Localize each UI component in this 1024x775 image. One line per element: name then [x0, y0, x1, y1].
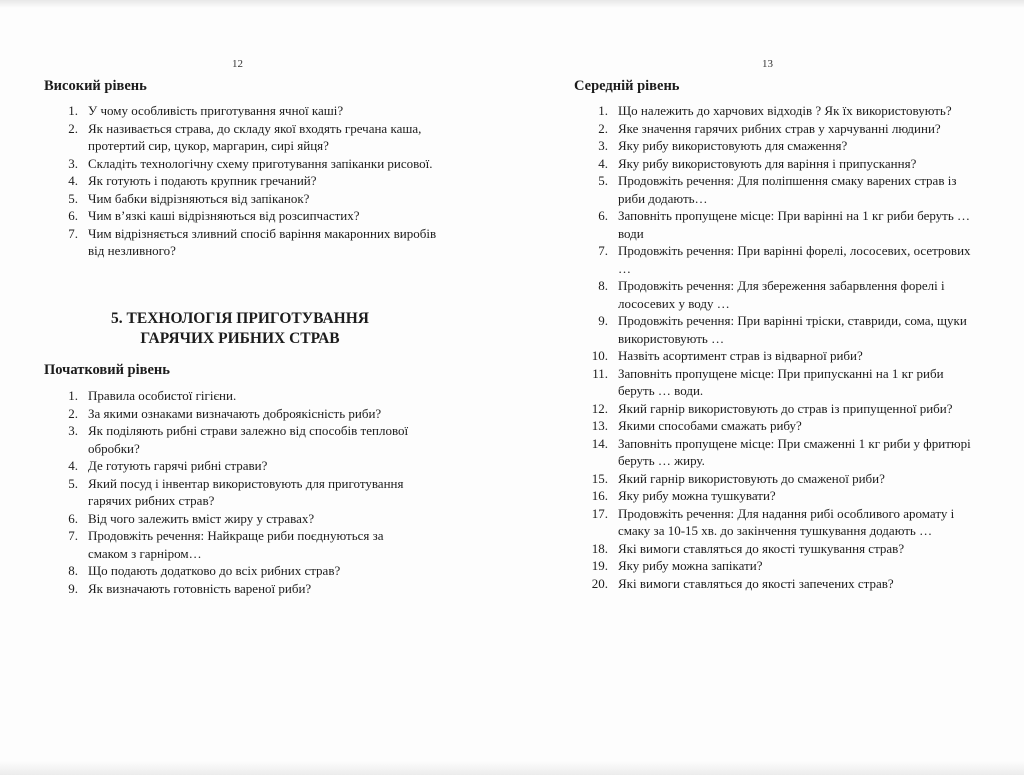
- list-item: [572, 102, 977, 120]
- item-number: 2.: [68, 405, 78, 421]
- item-text: Які вимоги ставляться до якості запечених страв?: [618, 575, 894, 591]
- item-number: 14.: [591, 435, 608, 451]
- item-text: Продовжіть речення: При варінні форелі, лососевих, осетрових …: [618, 243, 971, 276]
- list-item: [42, 102, 442, 120]
- list-item: [42, 562, 414, 580]
- item-text: Заповніть пропущене місце: При варінні на 1 кг риби беруть … води: [618, 208, 971, 241]
- item-text: Назвіть асортимент страв із відварної риби?: [618, 348, 863, 363]
- list-item: [572, 417, 977, 435]
- list-item: [572, 540, 977, 558]
- list-item: [572, 172, 977, 207]
- item-text: Який гарнір використовують до страв із припущенної риби?: [618, 400, 953, 416]
- item-text: Яку рибу використовують для варіння і припускання?: [618, 155, 917, 171]
- item-number: 13.: [591, 418, 608, 433]
- list-item: [572, 400, 977, 418]
- advanced-question-list: [42, 102, 442, 260]
- list-item: [572, 365, 977, 400]
- item-text: Складіть технологічну схему приготування запіканки рисової.: [88, 155, 433, 171]
- item-number: 20.: [591, 575, 608, 591]
- section-title: Високий рівень: [44, 78, 147, 94]
- list-item: [42, 225, 442, 260]
- item-number: 12.: [591, 400, 608, 416]
- item-number: 7.: [68, 225, 78, 241]
- item-number: 3.: [598, 138, 608, 153]
- item-text: Продовжіть речення: Для поліпшення смаку варених страв із риби додають…: [618, 173, 957, 206]
- item-number: 5.: [598, 173, 608, 188]
- item-text: Як визначають готовність вареної риби?: [88, 580, 312, 596]
- list-item: [572, 277, 977, 312]
- item-text: Яке значення гарячих рибних страв у харчуванні людини?: [618, 120, 941, 136]
- item-number: 9.: [68, 580, 78, 596]
- list-item: [42, 527, 414, 562]
- item-number: 4.: [68, 458, 78, 473]
- item-text: Якими способами смажать рибу?: [618, 418, 802, 433]
- list-item: [572, 120, 977, 138]
- item-text: У чому особливість приготування ячної каші?: [88, 103, 344, 118]
- list-item: [42, 510, 414, 528]
- list-item: [572, 242, 977, 277]
- item-number: 1.: [68, 103, 78, 118]
- item-number: 1.: [598, 103, 608, 118]
- item-text: Як готують і подають крупник гречаний?: [88, 173, 317, 188]
- list-item: [42, 190, 442, 208]
- list-item: [42, 172, 442, 190]
- list-item: [572, 470, 977, 488]
- list-item: [572, 505, 977, 540]
- item-text: Заповніть пропущене місце: При смаженні 1 кг риби у фритюрі беруть … жиру.: [618, 435, 971, 468]
- page-number: 13: [762, 58, 773, 70]
- item-text: Який посуд і інвентар використовують для приготування гарячих рибних страв?: [88, 475, 404, 508]
- item-number: 11.: [592, 365, 608, 381]
- item-text: Заповніть пропущене місце: При припусканні на 1 кг риби беруть … води.: [618, 365, 944, 398]
- list-item: [572, 575, 977, 593]
- list-item: [42, 475, 414, 510]
- item-number: 2.: [598, 120, 608, 136]
- item-number: 7.: [68, 528, 78, 543]
- item-number: 8.: [598, 278, 608, 293]
- right-page: [572, 0, 992, 775]
- chapter-title-line2: ГАРЯЧИХ РИБНИХ СТРАВ: [140, 330, 340, 347]
- item-text: Яку рибу можна тушкувати?: [618, 488, 776, 503]
- item-text: Який гарнір використовують до смаженої риби?: [618, 470, 885, 486]
- list-item: [42, 120, 442, 155]
- chapter-title-line1: 5. ТЕХНОЛОГІЯ ПРИГОТУВАННЯ: [111, 310, 369, 327]
- list-item: [42, 155, 442, 173]
- item-text: За якими ознаками визначають доброякісність риби?: [88, 405, 382, 421]
- left-page: [42, 0, 442, 775]
- item-text: Чим бабки відрізняються від запіканок?: [88, 190, 310, 206]
- item-number: 18.: [591, 540, 608, 556]
- item-text: Що належить до харчових відходів ? Як їх використовують?: [618, 103, 952, 118]
- list-item: [42, 422, 414, 457]
- item-number: 2.: [68, 120, 78, 136]
- item-number: 15.: [591, 470, 608, 486]
- item-number: 6.: [598, 208, 608, 223]
- item-number: 7.: [598, 243, 608, 258]
- item-text: Продовжіть речення: При варінні тріски, ставриди, сома, щуки використовують …: [618, 313, 967, 346]
- item-number: 17.: [591, 505, 608, 521]
- item-text: Продовжіть речення: Найкраще риби поєднуються за смаком з гарніром…: [88, 528, 384, 561]
- item-text: Де готують гарячі рибні страви?: [88, 458, 268, 473]
- list-item: [572, 312, 977, 347]
- item-number: 16.: [591, 488, 608, 503]
- subsection-title: Початковий рівень: [44, 362, 170, 378]
- item-number: 8.: [68, 563, 78, 578]
- item-number: 5.: [68, 190, 78, 206]
- item-number: 4.: [68, 173, 78, 188]
- item-number: 5.: [68, 475, 78, 491]
- intermediate-question-list: [572, 102, 977, 592]
- item-number: 1.: [68, 388, 78, 403]
- list-item: [572, 155, 977, 173]
- item-text: Продовжіть речення: Для надання рибі особливого аромату і смаку за 10-15 хв. до закінчення тушкування додають …: [618, 505, 955, 538]
- list-item: [42, 580, 414, 598]
- list-item: [572, 435, 977, 470]
- item-number: 3.: [68, 155, 78, 171]
- list-item: [572, 557, 977, 575]
- list-item: [572, 347, 977, 365]
- list-item: [42, 405, 414, 423]
- list-item: [42, 207, 442, 225]
- chapter-title: [42, 309, 438, 349]
- basic-question-list: [42, 387, 414, 597]
- item-text: Як називається страва, до складу якої входять гречана каша, протертий сир, цукор, маргарин, сирі яйця?: [88, 120, 422, 153]
- section-title: Середній рівень: [574, 78, 680, 94]
- item-number: 3.: [68, 423, 78, 438]
- item-text: Як поділяють рибні страви залежно від способів теплової обробки?: [88, 423, 409, 456]
- list-item: [42, 457, 414, 475]
- list-item: [42, 387, 414, 405]
- item-text: Від чого залежить вміст жиру у стравах?: [88, 510, 315, 526]
- item-text: Які вимоги ставляться до якості тушкування страв?: [618, 540, 905, 556]
- item-text: Яку рибу використовують для смаження?: [618, 138, 848, 153]
- item-text: Правила особистої гігієни.: [88, 388, 237, 403]
- item-number: 10.: [591, 348, 608, 363]
- list-item: [572, 207, 977, 242]
- item-number: 4.: [598, 155, 608, 171]
- item-number: 6.: [68, 208, 78, 223]
- item-text: Яку рибу можна запікати?: [618, 558, 763, 573]
- item-number: 6.: [68, 510, 78, 526]
- item-text: Продовжіть речення: Для збереження забарвлення форелі і лососевих у воду …: [618, 278, 945, 311]
- item-text: Що подають додатково до всіх рибних страв?: [88, 563, 341, 578]
- list-item: [572, 487, 977, 505]
- item-number: 19.: [591, 558, 608, 573]
- item-text: Чим відрізняється зливний спосіб варіння макаронних виробів від незливного?: [88, 225, 437, 258]
- list-item: [572, 137, 977, 155]
- page-number: 12: [232, 58, 243, 70]
- item-text: Чим в’язкі каші відрізняються від розсипчастих?: [88, 208, 360, 223]
- item-number: 9.: [598, 313, 608, 328]
